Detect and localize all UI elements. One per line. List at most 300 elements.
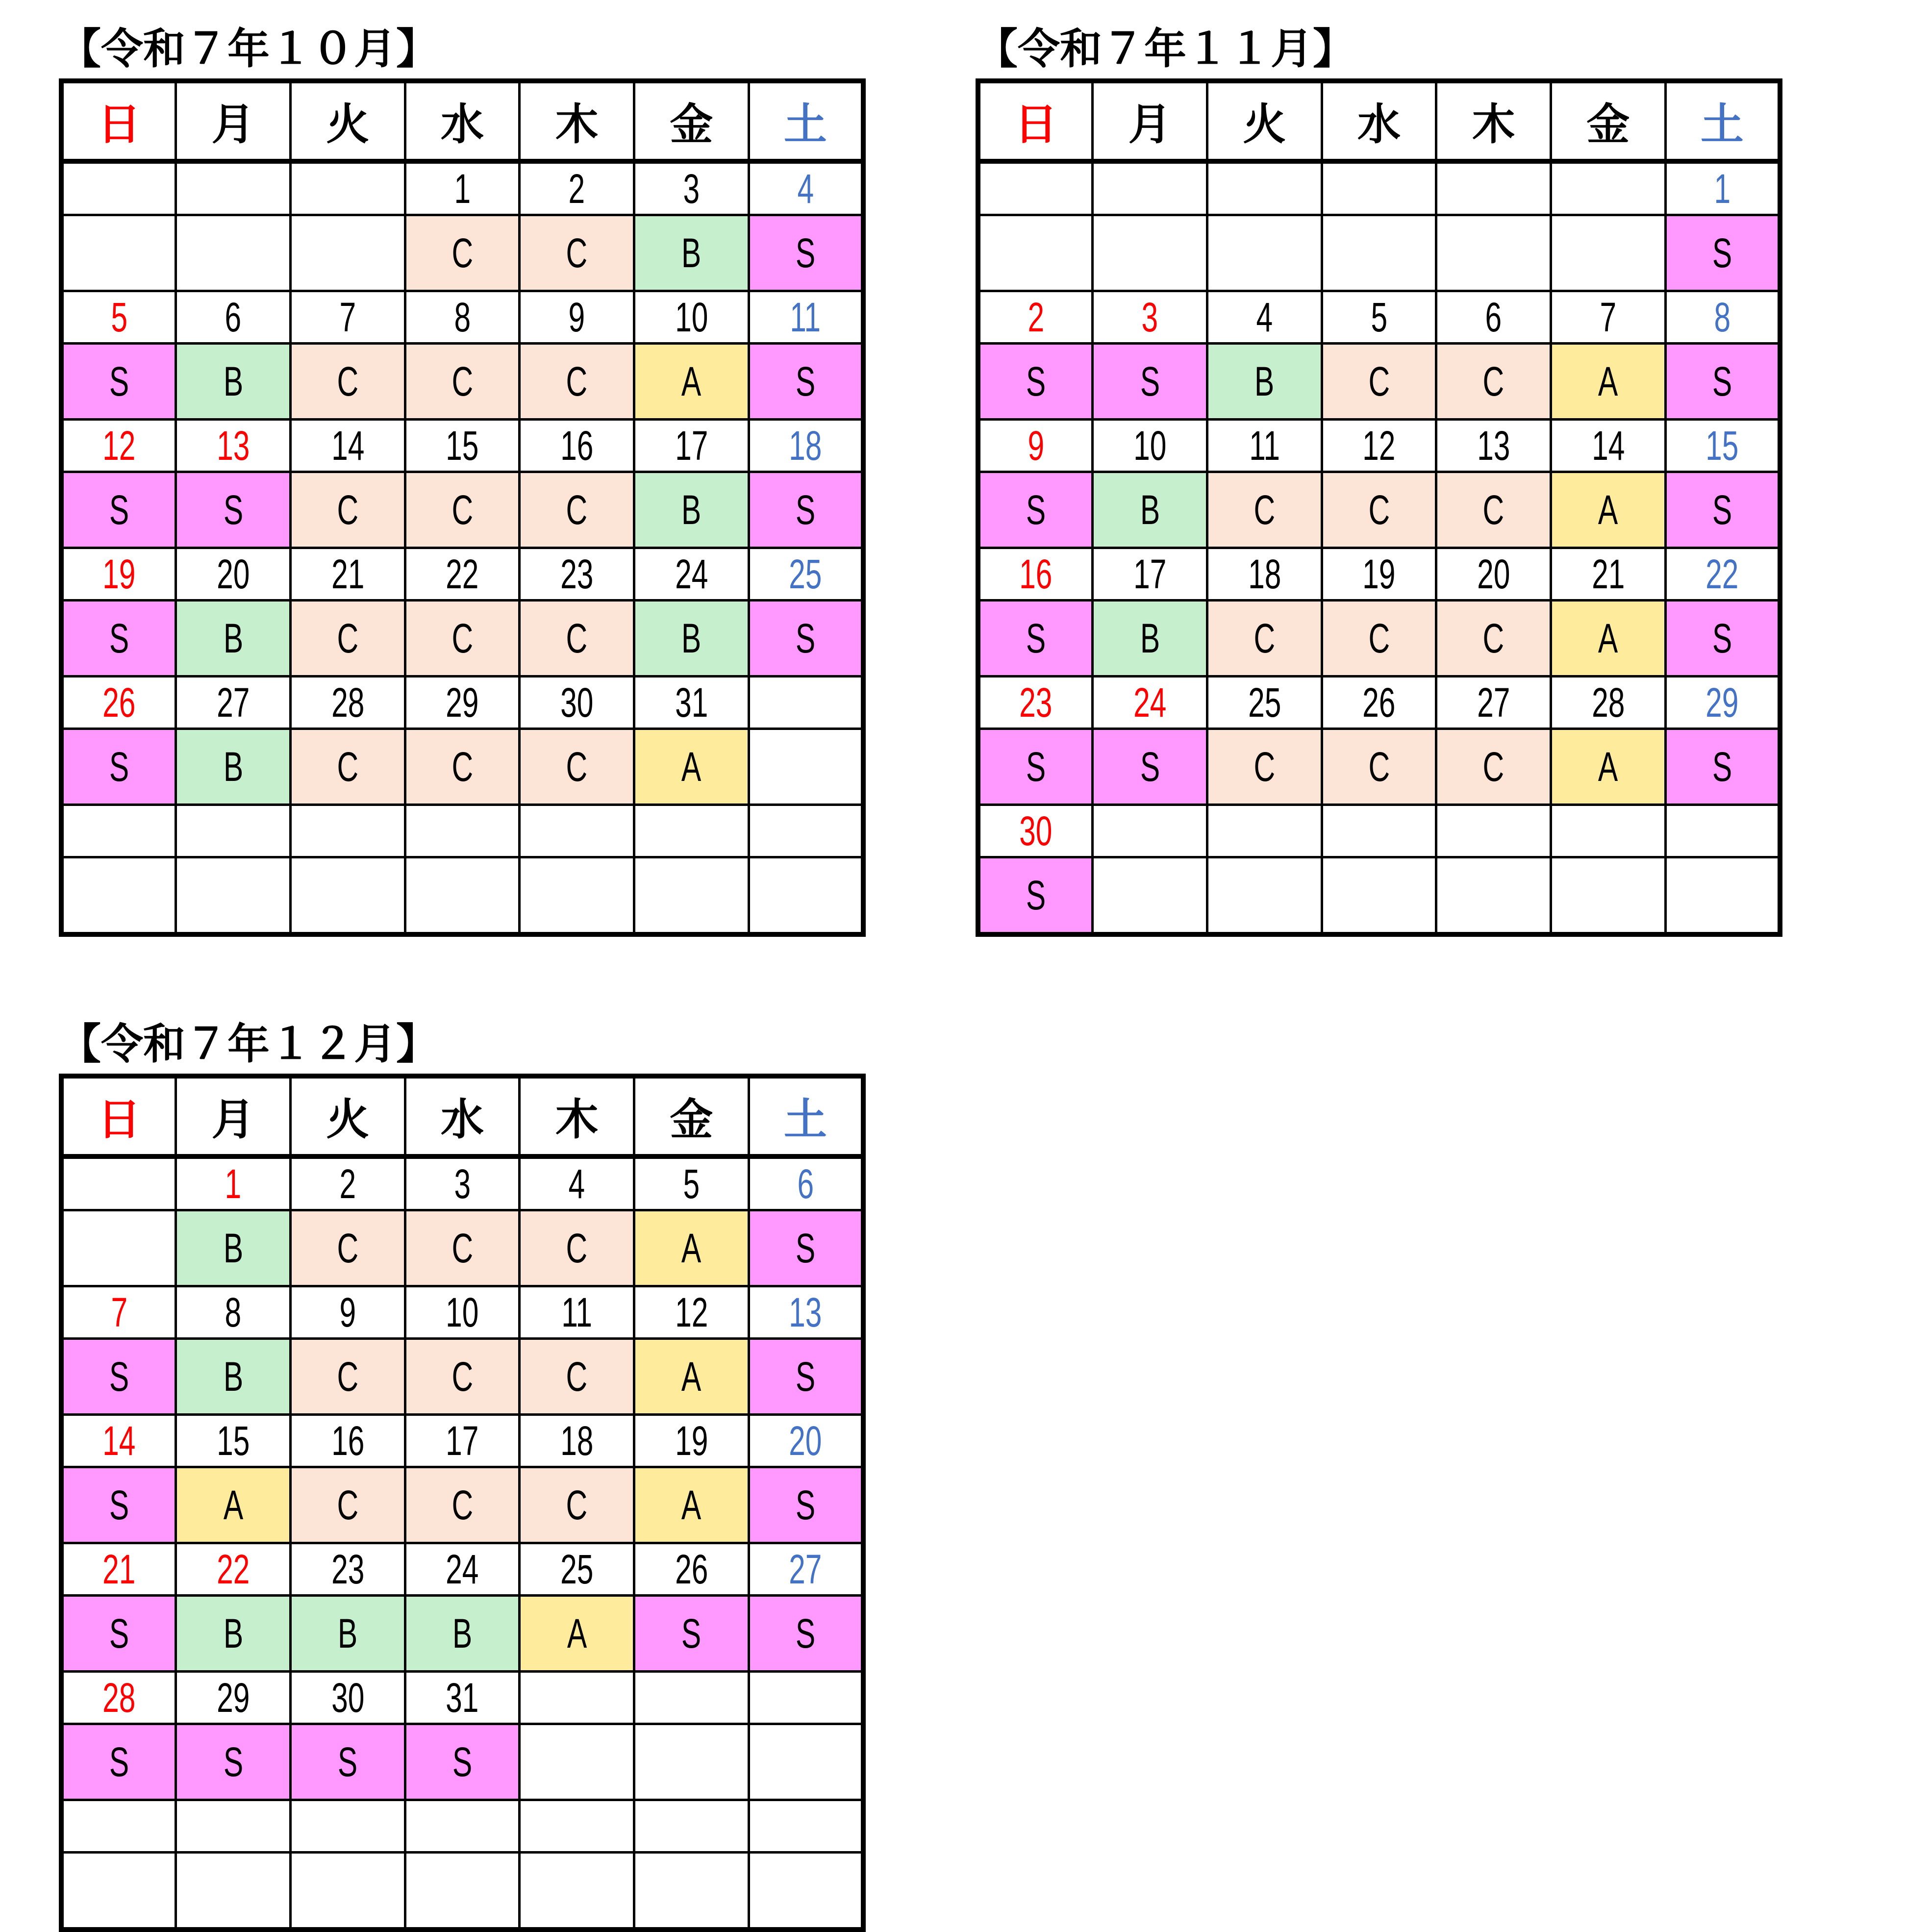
date-cell <box>749 1415 863 1467</box>
shift-code: C <box>1482 358 1505 404</box>
date-number: 25 <box>789 551 822 597</box>
shift-row <box>978 601 1780 677</box>
shift-cell <box>61 1210 176 1286</box>
shift-cell <box>405 601 520 677</box>
date-row <box>978 420 1780 472</box>
date-number: 16 <box>331 1417 364 1464</box>
date-number: 21 <box>331 551 364 597</box>
weekday-header-row <box>978 81 1780 161</box>
date-number: 1 <box>1714 165 1730 212</box>
date-number: 31 <box>675 679 708 726</box>
shift-cell <box>290 472 405 548</box>
calendar-november <box>976 20 1782 929</box>
date-number: 8 <box>1714 294 1730 340</box>
shift-cell <box>749 215 863 291</box>
date-number: 8 <box>454 294 471 340</box>
date-row <box>61 161 863 215</box>
date-cell <box>290 1543 405 1596</box>
date-number: 16 <box>560 422 594 469</box>
date-cell <box>61 1156 176 1210</box>
shift-cell <box>405 1210 520 1286</box>
date-cell <box>176 548 291 601</box>
shift-code: S <box>1026 743 1046 790</box>
shift-row <box>61 344 863 420</box>
date-number: 17 <box>1133 551 1167 597</box>
date-cell <box>405 677 520 729</box>
shift-cell <box>1322 344 1436 420</box>
date-number: 7 <box>1600 294 1617 340</box>
shift-cell <box>61 601 176 677</box>
shift-code: A <box>681 1481 702 1528</box>
date-number: 3 <box>454 1160 471 1207</box>
shift-code: S <box>109 1353 129 1400</box>
shift-cell <box>634 729 749 805</box>
date-number: 23 <box>1019 679 1053 726</box>
shift-cell <box>176 215 291 291</box>
date-cell <box>1551 548 1666 601</box>
date-cell <box>1322 548 1436 601</box>
shift-code: C <box>337 358 359 404</box>
date-number: 19 <box>1362 551 1396 597</box>
calendar-grid <box>976 78 1782 937</box>
date-number: 16 <box>1019 551 1053 597</box>
date-cell <box>290 1156 405 1210</box>
shift-code: C <box>337 1481 359 1528</box>
date-cell <box>978 291 1093 344</box>
date-number: 22 <box>216 1546 250 1592</box>
date-cell <box>1322 677 1436 729</box>
shift-code: C <box>451 358 473 404</box>
date-number: 12 <box>1362 422 1396 469</box>
shift-cell <box>290 1596 405 1672</box>
date-row <box>978 161 1780 215</box>
weekday-header: 月 <box>176 1076 291 1156</box>
shift-cell <box>176 1853 291 1930</box>
date-cell <box>520 1800 634 1853</box>
shift-code: S <box>795 229 816 276</box>
date-number: 21 <box>102 1546 136 1592</box>
date-number: 6 <box>225 294 242 340</box>
shift-cell <box>520 1339 634 1415</box>
weekday-header: 日 <box>61 1076 176 1156</box>
weekday-header: 火 <box>290 1076 405 1156</box>
shift-cell <box>520 1724 634 1800</box>
shift-code: B <box>223 1225 243 1271</box>
shift-cell <box>520 472 634 548</box>
date-row <box>61 677 863 729</box>
date-cell <box>1093 420 1207 472</box>
shift-code: S <box>795 1481 816 1528</box>
date-cell <box>1093 677 1207 729</box>
shift-code: S <box>1140 743 1160 790</box>
shift-code: B <box>223 1610 243 1656</box>
date-cell <box>61 1800 176 1853</box>
date-cell <box>290 1800 405 1853</box>
shift-cell <box>1551 729 1666 805</box>
weekday-header: 水 <box>405 1076 520 1156</box>
shift-cell <box>61 1853 176 1930</box>
date-cell <box>749 1543 863 1596</box>
shift-cell <box>1436 729 1551 805</box>
date-row <box>61 1415 863 1467</box>
shift-code: S <box>1026 358 1046 404</box>
date-cell <box>290 420 405 472</box>
date-cell <box>634 805 749 857</box>
shift-cell <box>749 1853 863 1930</box>
shift-cell <box>176 729 291 805</box>
shift-code: B <box>681 229 702 276</box>
date-number: 24 <box>446 1546 479 1592</box>
date-number: 30 <box>1019 807 1053 854</box>
shift-code: S <box>795 1353 816 1400</box>
date-cell <box>176 1156 291 1210</box>
shift-cell <box>290 1339 405 1415</box>
date-cell <box>634 1415 749 1467</box>
calendar-grid <box>59 1074 866 1932</box>
date-cell <box>634 291 749 344</box>
calendar-title: 【令和７年１０月】 <box>59 25 438 74</box>
date-number: 29 <box>446 679 479 726</box>
date-number: 2 <box>339 1160 356 1207</box>
date-cell <box>61 548 176 601</box>
shift-cell <box>405 857 520 935</box>
shift-cell <box>634 1724 749 1800</box>
date-cell <box>634 1672 749 1724</box>
date-number: 20 <box>789 1417 822 1464</box>
shift-code: C <box>451 743 473 790</box>
date-number: 24 <box>1133 679 1167 726</box>
date-cell <box>405 1543 520 1596</box>
shift-code: C <box>566 1225 588 1271</box>
shift-cell <box>290 1724 405 1800</box>
date-cell <box>405 548 520 601</box>
shift-cell <box>1093 472 1207 548</box>
shift-cell <box>634 472 749 548</box>
shift-row <box>978 344 1780 420</box>
shift-code: A <box>1598 486 1618 533</box>
date-cell <box>520 291 634 344</box>
shift-cell <box>1436 344 1551 420</box>
shift-code: A <box>681 1353 702 1400</box>
shift-code: A <box>567 1610 587 1656</box>
shift-code: S <box>452 1738 473 1785</box>
shift-code: C <box>337 615 359 661</box>
date-number: 29 <box>216 1674 250 1721</box>
shift-cell <box>520 857 634 935</box>
shift-cell <box>61 472 176 548</box>
date-cell <box>290 1415 405 1467</box>
shift-row <box>61 1596 863 1672</box>
date-cell <box>1436 420 1551 472</box>
weekday-header: 日 <box>978 81 1093 161</box>
weekday-header: 金 <box>634 81 749 161</box>
shift-cell <box>634 1853 749 1930</box>
shift-code: B <box>1254 358 1275 404</box>
shift-code: S <box>223 1738 243 1785</box>
shift-code: B <box>452 1610 473 1656</box>
date-number: 11 <box>790 294 821 340</box>
shift-code: C <box>337 486 359 533</box>
date-cell <box>290 805 405 857</box>
date-cell <box>520 420 634 472</box>
shift-cell <box>1665 729 1780 805</box>
shift-cell <box>176 344 291 420</box>
date-number: 15 <box>216 1417 250 1464</box>
date-row <box>61 1543 863 1596</box>
calendar-title: 【令和７年１２月】 <box>59 1020 438 1069</box>
shift-cell <box>61 1724 176 1800</box>
shift-cell <box>1551 472 1666 548</box>
shift-code: S <box>109 615 129 661</box>
date-cell <box>176 161 291 215</box>
calendar-december <box>59 1015 866 1925</box>
date-cell <box>1436 291 1551 344</box>
weekday-header: 木 <box>520 81 634 161</box>
shift-cell <box>1207 472 1322 548</box>
date-cell <box>749 291 863 344</box>
date-cell <box>520 1156 634 1210</box>
date-number: 14 <box>331 422 364 469</box>
shift-code: B <box>223 743 243 790</box>
shift-cell <box>176 1210 291 1286</box>
date-number: 1 <box>454 165 471 212</box>
date-cell <box>1436 548 1551 601</box>
date-cell <box>749 1286 863 1339</box>
shift-code: S <box>1712 615 1732 661</box>
shift-cell <box>1207 857 1322 935</box>
shift-cell <box>1436 472 1551 548</box>
date-row <box>61 1800 863 1853</box>
shift-cell <box>1665 344 1780 420</box>
shift-row <box>61 1853 863 1930</box>
date-cell <box>1665 291 1780 344</box>
shift-code: C <box>1482 615 1505 661</box>
shift-cell <box>1665 857 1780 935</box>
shift-cell <box>978 857 1093 935</box>
date-cell <box>978 677 1093 729</box>
date-cell <box>520 1286 634 1339</box>
calendar-grid <box>59 78 866 937</box>
date-cell <box>61 1286 176 1339</box>
date-cell <box>1322 291 1436 344</box>
date-row <box>978 548 1780 601</box>
date-cell <box>749 1156 863 1210</box>
date-cell <box>290 291 405 344</box>
shift-cell <box>749 1467 863 1543</box>
shift-cell <box>634 857 749 935</box>
shift-code: A <box>223 1481 243 1528</box>
weekday-header: 日 <box>61 81 176 161</box>
shift-code: C <box>566 615 588 661</box>
shift-cell <box>1093 601 1207 677</box>
date-number: 11 <box>561 1289 593 1335</box>
shift-code: C <box>451 1225 473 1271</box>
shift-code: A <box>681 1225 702 1271</box>
date-cell <box>176 1800 291 1853</box>
shift-code: C <box>337 1353 359 1400</box>
date-cell <box>176 1286 291 1339</box>
shift-cell <box>290 344 405 420</box>
shift-cell <box>749 344 863 420</box>
date-number: 28 <box>1591 679 1625 726</box>
shift-cell <box>1551 215 1666 291</box>
date-row <box>61 548 863 601</box>
date-number: 24 <box>675 551 708 597</box>
shift-cell <box>405 1596 520 1672</box>
shift-cell <box>61 857 176 935</box>
date-cell <box>176 1672 291 1724</box>
shift-cell <box>634 215 749 291</box>
date-number: 3 <box>1141 294 1158 340</box>
shift-cell <box>520 1210 634 1286</box>
shift-cell <box>749 1596 863 1672</box>
date-cell <box>405 291 520 344</box>
shift-code: C <box>451 1353 473 1400</box>
date-row <box>61 420 863 472</box>
date-row <box>978 291 1780 344</box>
date-cell <box>1093 161 1207 215</box>
shift-code: C <box>451 1481 473 1528</box>
date-cell <box>176 805 291 857</box>
shift-cell <box>61 729 176 805</box>
shift-cell <box>634 1596 749 1672</box>
date-cell <box>634 677 749 729</box>
date-cell <box>405 420 520 472</box>
shift-code: A <box>1598 615 1618 661</box>
shift-cell <box>520 1596 634 1672</box>
date-number: 1 <box>225 1160 242 1207</box>
shift-code: S <box>1026 872 1046 918</box>
shift-code: A <box>681 358 702 404</box>
date-number: 14 <box>1591 422 1625 469</box>
date-number: 18 <box>560 1417 594 1464</box>
shift-cell <box>978 601 1093 677</box>
date-cell <box>978 420 1093 472</box>
shift-code: C <box>337 743 359 790</box>
shift-code: S <box>109 1610 129 1656</box>
date-number: 13 <box>1477 422 1510 469</box>
date-cell <box>176 420 291 472</box>
date-cell <box>61 1543 176 1596</box>
date-number: 27 <box>789 1546 822 1592</box>
date-cell <box>749 1800 863 1853</box>
shift-cell <box>405 472 520 548</box>
shift-cell <box>1322 215 1436 291</box>
date-cell <box>1551 805 1666 857</box>
date-number: 31 <box>446 1674 479 1721</box>
weekday-header: 火 <box>1207 81 1322 161</box>
date-cell <box>1551 161 1666 215</box>
shift-cell <box>634 1210 749 1286</box>
date-number: 26 <box>102 679 136 726</box>
weekday-header: 木 <box>520 1076 634 1156</box>
shift-cell <box>1093 857 1207 935</box>
date-number: 15 <box>1705 422 1739 469</box>
date-number: 18 <box>789 422 822 469</box>
shift-code: C <box>1368 743 1390 790</box>
shift-code: C <box>451 229 473 276</box>
date-number: 29 <box>1705 679 1739 726</box>
shift-cell <box>1093 215 1207 291</box>
shift-code: S <box>223 486 243 533</box>
date-cell <box>1436 677 1551 729</box>
shift-cell <box>749 601 863 677</box>
shift-cell <box>1207 344 1322 420</box>
date-number: 17 <box>675 422 708 469</box>
date-number: 13 <box>789 1289 822 1335</box>
date-cell <box>61 291 176 344</box>
date-number: 7 <box>339 294 356 340</box>
shift-row <box>61 601 863 677</box>
shift-cell <box>634 1467 749 1543</box>
shift-cell <box>1322 729 1436 805</box>
shift-cell <box>290 601 405 677</box>
date-number: 15 <box>446 422 479 469</box>
shift-code: S <box>1712 486 1732 533</box>
date-cell <box>405 1156 520 1210</box>
date-number: 9 <box>1028 422 1044 469</box>
date-cell <box>1551 420 1666 472</box>
date-row <box>61 805 863 857</box>
date-number: 4 <box>797 165 814 212</box>
shift-cell <box>1665 601 1780 677</box>
shift-code: B <box>681 615 702 661</box>
weekday-header: 水 <box>1322 81 1436 161</box>
shift-cell <box>634 1339 749 1415</box>
date-cell <box>1551 677 1666 729</box>
date-number: 22 <box>1705 551 1739 597</box>
shift-cell <box>1322 472 1436 548</box>
date-cell <box>1207 677 1322 729</box>
date-cell <box>61 805 176 857</box>
date-cell <box>176 1415 291 1467</box>
shift-row <box>978 729 1780 805</box>
date-cell <box>634 1800 749 1853</box>
date-number: 6 <box>797 1160 814 1207</box>
shift-row <box>61 1467 863 1543</box>
date-cell <box>176 291 291 344</box>
shift-code: S <box>795 1225 816 1271</box>
date-cell <box>176 1543 291 1596</box>
date-number: 5 <box>111 294 127 340</box>
date-cell <box>978 548 1093 601</box>
date-number: 9 <box>339 1289 356 1335</box>
shift-cell <box>405 1339 520 1415</box>
shift-cell <box>978 472 1093 548</box>
date-cell <box>61 161 176 215</box>
weekday-header: 土 <box>749 1076 863 1156</box>
date-cell <box>1665 805 1780 857</box>
shift-code: C <box>1368 615 1390 661</box>
date-cell <box>634 1156 749 1210</box>
shift-cell <box>290 1853 405 1930</box>
date-cell <box>405 805 520 857</box>
date-number: 17 <box>446 1417 479 1464</box>
date-cell <box>1665 548 1780 601</box>
date-number: 27 <box>1477 679 1510 726</box>
date-cell <box>749 1672 863 1724</box>
shift-cell <box>290 1210 405 1286</box>
shift-row <box>978 857 1780 935</box>
shift-cell <box>176 472 291 548</box>
date-number: 23 <box>560 551 594 597</box>
shift-code: B <box>223 1353 243 1400</box>
shift-cell <box>1322 601 1436 677</box>
date-number: 4 <box>568 1160 585 1207</box>
shift-cell <box>749 472 863 548</box>
date-cell <box>1665 420 1780 472</box>
shift-cell <box>61 1467 176 1543</box>
